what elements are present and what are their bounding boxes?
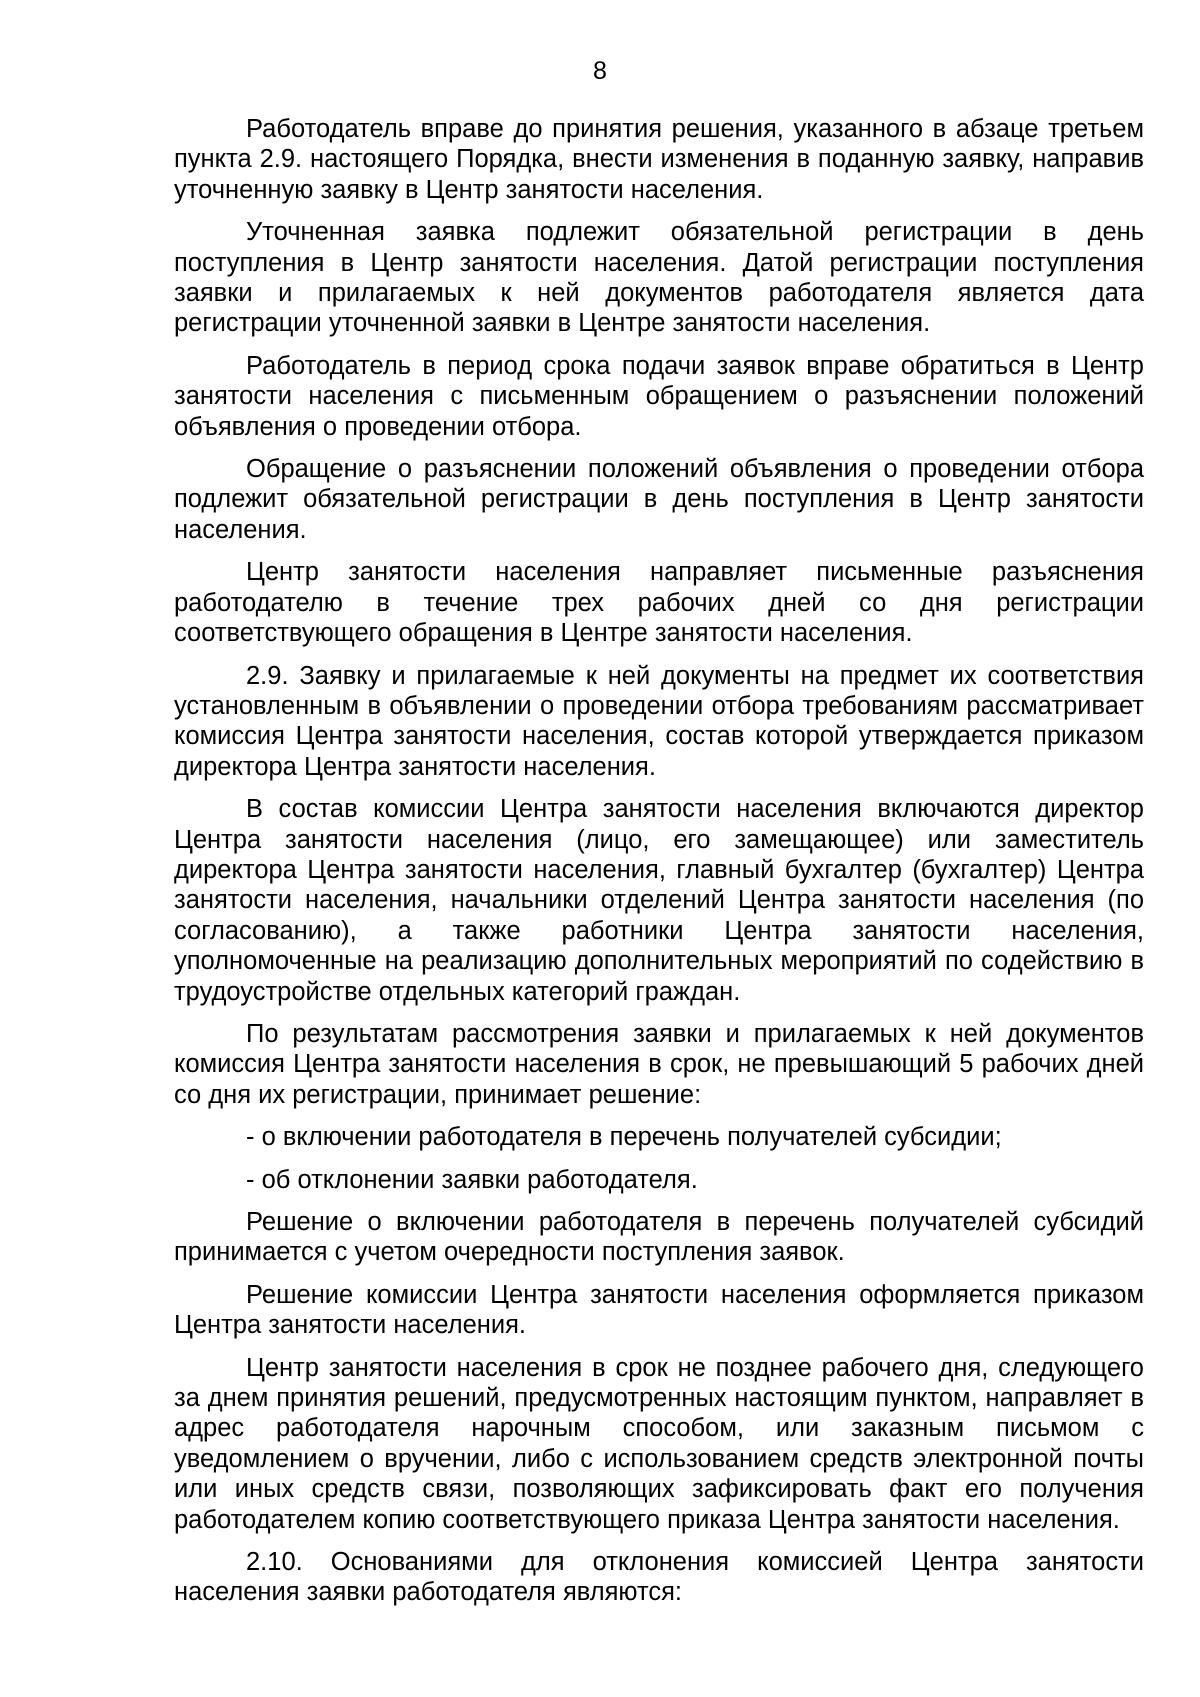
paragraph: Центр занятости населения в срок не позднее рабочего дня, следующего за днем принятия решений, предусмотренных настоящим пунктом, направляет в адрес работодателя нарочным способом, или заказным письмом с уведомлением о вручении, либо с использованием средств электронной почты или иных средств связи, позволяющих зафиксировать факт его получения работодателем копию соответствующего приказа Центра занятости населения. [174, 1353, 1144, 1534]
paragraph: Уточненная заявка подлежит обязательной регистрации в день поступления в Центр занятости населения. Датой регистрации поступления заявки и прилагаемых к ней документов работодателя является дата регистрации уточненной заявки в Центре занятости населения. [174, 218, 1144, 338]
paragraph: Решение о включении работодателя в перечень получателей субсидий принимается с учетом очередности поступления заявок. [174, 1208, 1144, 1267]
paragraph: Обращение о разъяснении положений объявления о проведении отбора подлежит обязательной регистрации в день поступления в Центр занятости населения. [174, 455, 1144, 544]
paragraph: 2.9. Заявку и прилагаемые к ней документы на предмет их соответствия установленным в объявлении о проведении отбора требованиям рассматривает комиссия Центра занятости населения, состав которой утверждается приказом директора Центра занятости населения. [174, 661, 1144, 781]
list-item: - о включении работодателя в перечень получателей субсидии; [246, 1123, 1002, 1152]
paragraph: Работодатель вправе до принятия решения, указанного в абзаце третьем пункта 2.9. настоящего Порядка, внести изменения в поданную заявку, направив уточненную заявку в Центр занятости населения. [174, 115, 1144, 204]
paragraph: Работодатель в период срока подачи заявок вправе обратиться в Центр занятости населения с письменным обращением о разъяснении положений объявления о проведении отбора. [174, 351, 1144, 441]
paragraph: Центр занятости населения направляет письменные разъяснения работодателю в течение трех рабочих дней со дня регистрации соответствующего обращения в Центре занятости населения. [174, 558, 1144, 648]
paragraph: По результатам рассмотрения заявки и прилагаемых к ней документов комиссия Центра занятости населения в срок, не превышающий 5 рабочих дней со дня их регистрации, принимает решение: [174, 1019, 1144, 1109]
paragraph: Решение комиссии Центра занятости населения оформляется приказом Центра занятости населения. [174, 1280, 1144, 1340]
document-body [174, 114, 1144, 1620]
page-number: 8 [593, 57, 607, 85]
paragraph: В состав комиссии Центра занятости населения включаются директор Центра занятости населения (лицо, его замещающее) или заместитель директора Центра занятости населения, главный бухгалтер (бухгалтер) Центра занятости населения, начальники отделений Центра занятости населения (по согласованию), а также работники Центра занятости населения, уполномоченные на реализацию дополнительных мероприятий по содействию в трудоустройстве отдельных категорий граждан. [174, 795, 1144, 1006]
paragraph: 2.10. Основаниями для отклонения комиссией Центра занятости населения заявки работодателя являются: [174, 1548, 1144, 1607]
list-item: - об отклонении заявки работодателя. [246, 1165, 698, 1194]
